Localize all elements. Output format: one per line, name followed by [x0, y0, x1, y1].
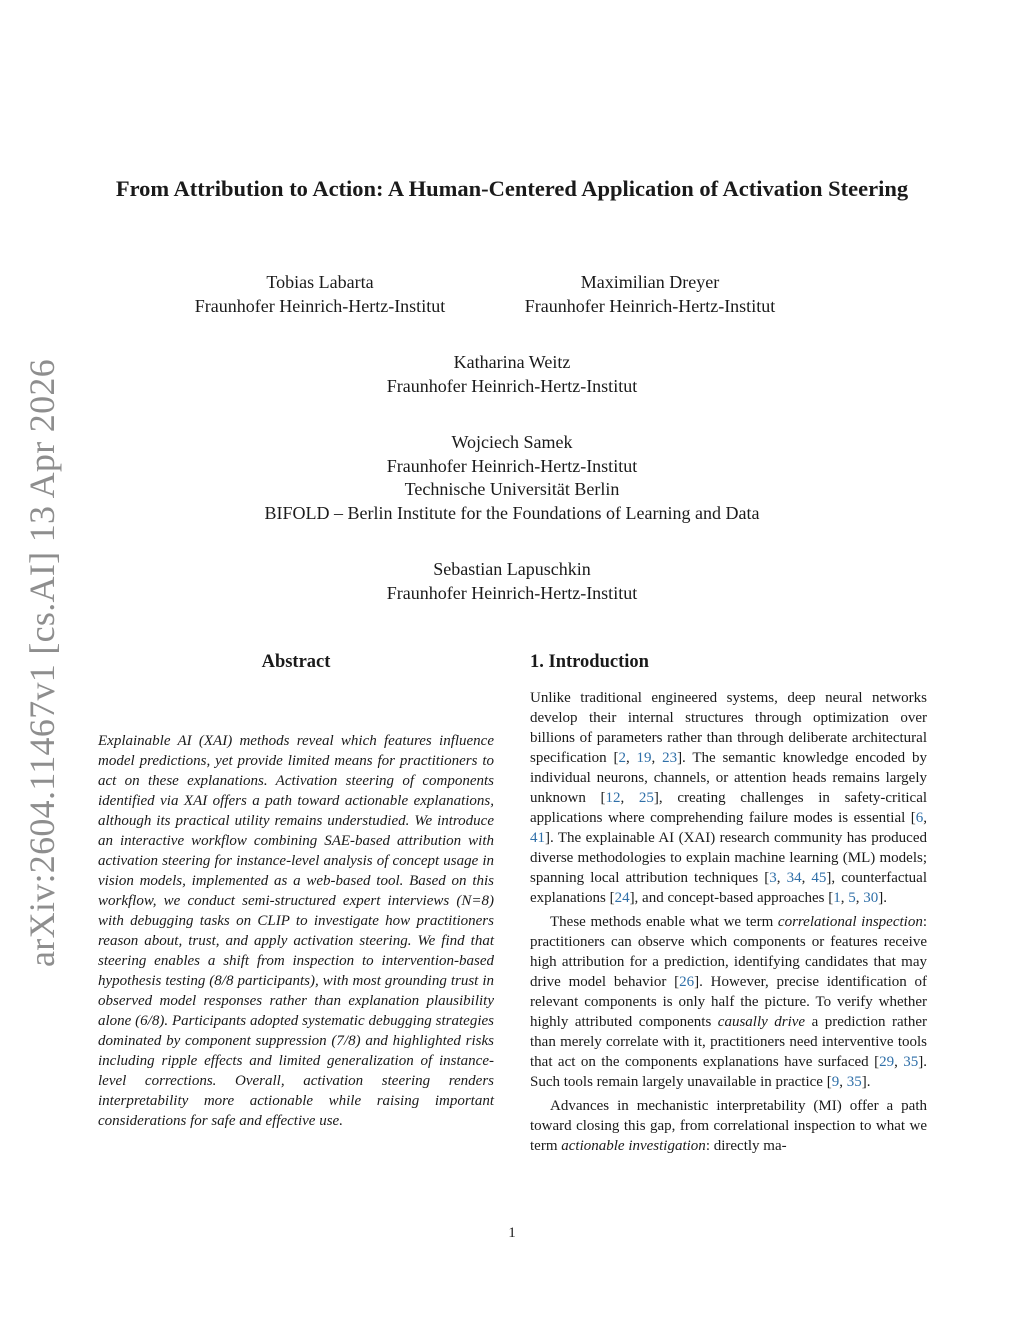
author-name: Maximilian Dreyer	[580, 272, 720, 292]
author-affiliation: BIFOLD – Berlin Institute for the Foundations of Learning and Data	[264, 502, 760, 523]
citation-link[interactable]: 34	[786, 870, 802, 886]
citation-link[interactable]: 45	[811, 870, 827, 886]
citation-link[interactable]: 19	[636, 750, 652, 766]
author-name: Katharina Weitz	[453, 352, 571, 372]
author-block	[0, 558, 1024, 605]
author-block	[0, 431, 1024, 525]
citation-link[interactable]: 41	[530, 830, 545, 846]
author-name: Wojciech Samek	[451, 432, 573, 452]
author-affiliation: Fraunhofer Heinrich-Hertz-Institut	[524, 295, 776, 316]
arxiv-identifier-stamp: arXiv:2604.11467v1 [cs.AI] 13 Apr 2026	[22, 359, 62, 967]
citation-link[interactable]: 2	[618, 750, 626, 766]
introduction-heading: 1. Introduction	[530, 652, 649, 672]
citation-link[interactable]: 24	[614, 890, 630, 906]
author-name: Tobias Labarta	[266, 272, 374, 292]
author-affiliation: Fraunhofer Heinrich-Hertz-Institut	[386, 582, 638, 603]
paragraph: Advances in mechanistic interpretability (MI) offer a path toward closing this gap, from correlational inspection to what we term actionable investigation: directly ma-	[530, 1098, 927, 1154]
citation-link[interactable]: 25	[638, 790, 654, 806]
author-affiliation: Fraunhofer Heinrich-Hertz-Institut	[194, 295, 446, 316]
abstract-text: Explainable AI (XAI) methods reveal which features influence model predictions, yet provide limited means for practitioners to act on these explanations. Activation steering of components identified via XAI offers a path toward actionable explanations, although its practical utility remains understudied. We introduce an interactive workflow combining SAE-based attribution with activation steering for instance-level analysis of concept usage in vision models, implemented as a web-based tool. Based on this workflow, we conduct semi-structured expert interviews (N=8) with debugging tasks on CLIP to investigate how practitioners reason about, trust, and apply activation steering. We find that steering enables a shift from inspection to intervention-based hypothesis testing (8/8 participants), with most grounding trust in observed model responses rather than explanation plausibility alone (6/8). Participants adopted systematic debugging strategies dominated by component suppression (7/8) and highlighted risks including ripple effects and limited generalization of instance-level corrections. Overall, activation steering renders interpretability more actionable while raising important considerations for safe and effective use.	[98, 733, 494, 1129]
citation-link[interactable]: 1	[833, 890, 841, 906]
citation-link[interactable]: 29	[879, 1054, 895, 1070]
citation-link[interactable]: 9	[831, 1074, 840, 1090]
citation-link[interactable]: 35	[903, 1054, 919, 1070]
author-block	[0, 351, 1024, 398]
citation-link[interactable]: 26	[679, 974, 695, 990]
citation-link[interactable]: 5	[848, 890, 856, 906]
introduction-body	[530, 688, 927, 1156]
citation-link[interactable]: 23	[662, 750, 678, 766]
citation-link[interactable]: 3	[769, 870, 777, 886]
author-affiliation: Technische Universität Berlin	[404, 479, 620, 499]
author-affiliation: Fraunhofer Heinrich-Hertz-Institut	[386, 375, 638, 396]
author-block	[180, 271, 460, 318]
author-affiliation: Fraunhofer Heinrich-Hertz-Institut	[386, 455, 638, 476]
citation-link[interactable]: 35	[846, 1074, 862, 1090]
abstract-heading: Abstract	[261, 652, 331, 672]
citation-link[interactable]: 6	[915, 810, 924, 826]
paragraph: Unlike traditional engineered systems, deep neural networks develop their internal structures through optimization over billions of parameters rather than through deliberate architectural specification [2, 19, 23]. The semantic knowledge encoded by individual neurons, channels, or attention heads remains largely unknown [12, 25], creating challenges in safety-critical applications where comprehending failure modes is essential [6, 41]. The explainable AI (XAI) research community has produced diverse methodologies to explain machine learning (ML) models; spanning local attribution techniques [3, 34, 45], counterfactual explanations [24], and concept-based approaches [1, 5, 30].	[530, 690, 928, 906]
author-block	[500, 271, 800, 318]
paper-title: From Attribution to Action: A Human-Centered Application of Activation Steering	[115, 176, 909, 201]
author-name: Sebastian Lapuschkin	[433, 559, 591, 579]
paragraph: These methods enable what we term correlational inspection: practitioners can observe which components or features receive high attribution for a prediction, identifying candidates that may drive model behavior [26]. However, precise identification of relevant components is only half the picture. To verify whether highly attributed components causally drive a prediction rather than merely correlate with it, practitioners need interventive tools that act on the components explanations have surfaced [29, 35]. Such tools remain largely unavailable in practice [9, 35].	[530, 914, 928, 1090]
citation-link[interactable]: 30	[863, 890, 879, 906]
citation-link[interactable]: 12	[605, 790, 621, 806]
page-number: 1	[508, 1225, 516, 1241]
